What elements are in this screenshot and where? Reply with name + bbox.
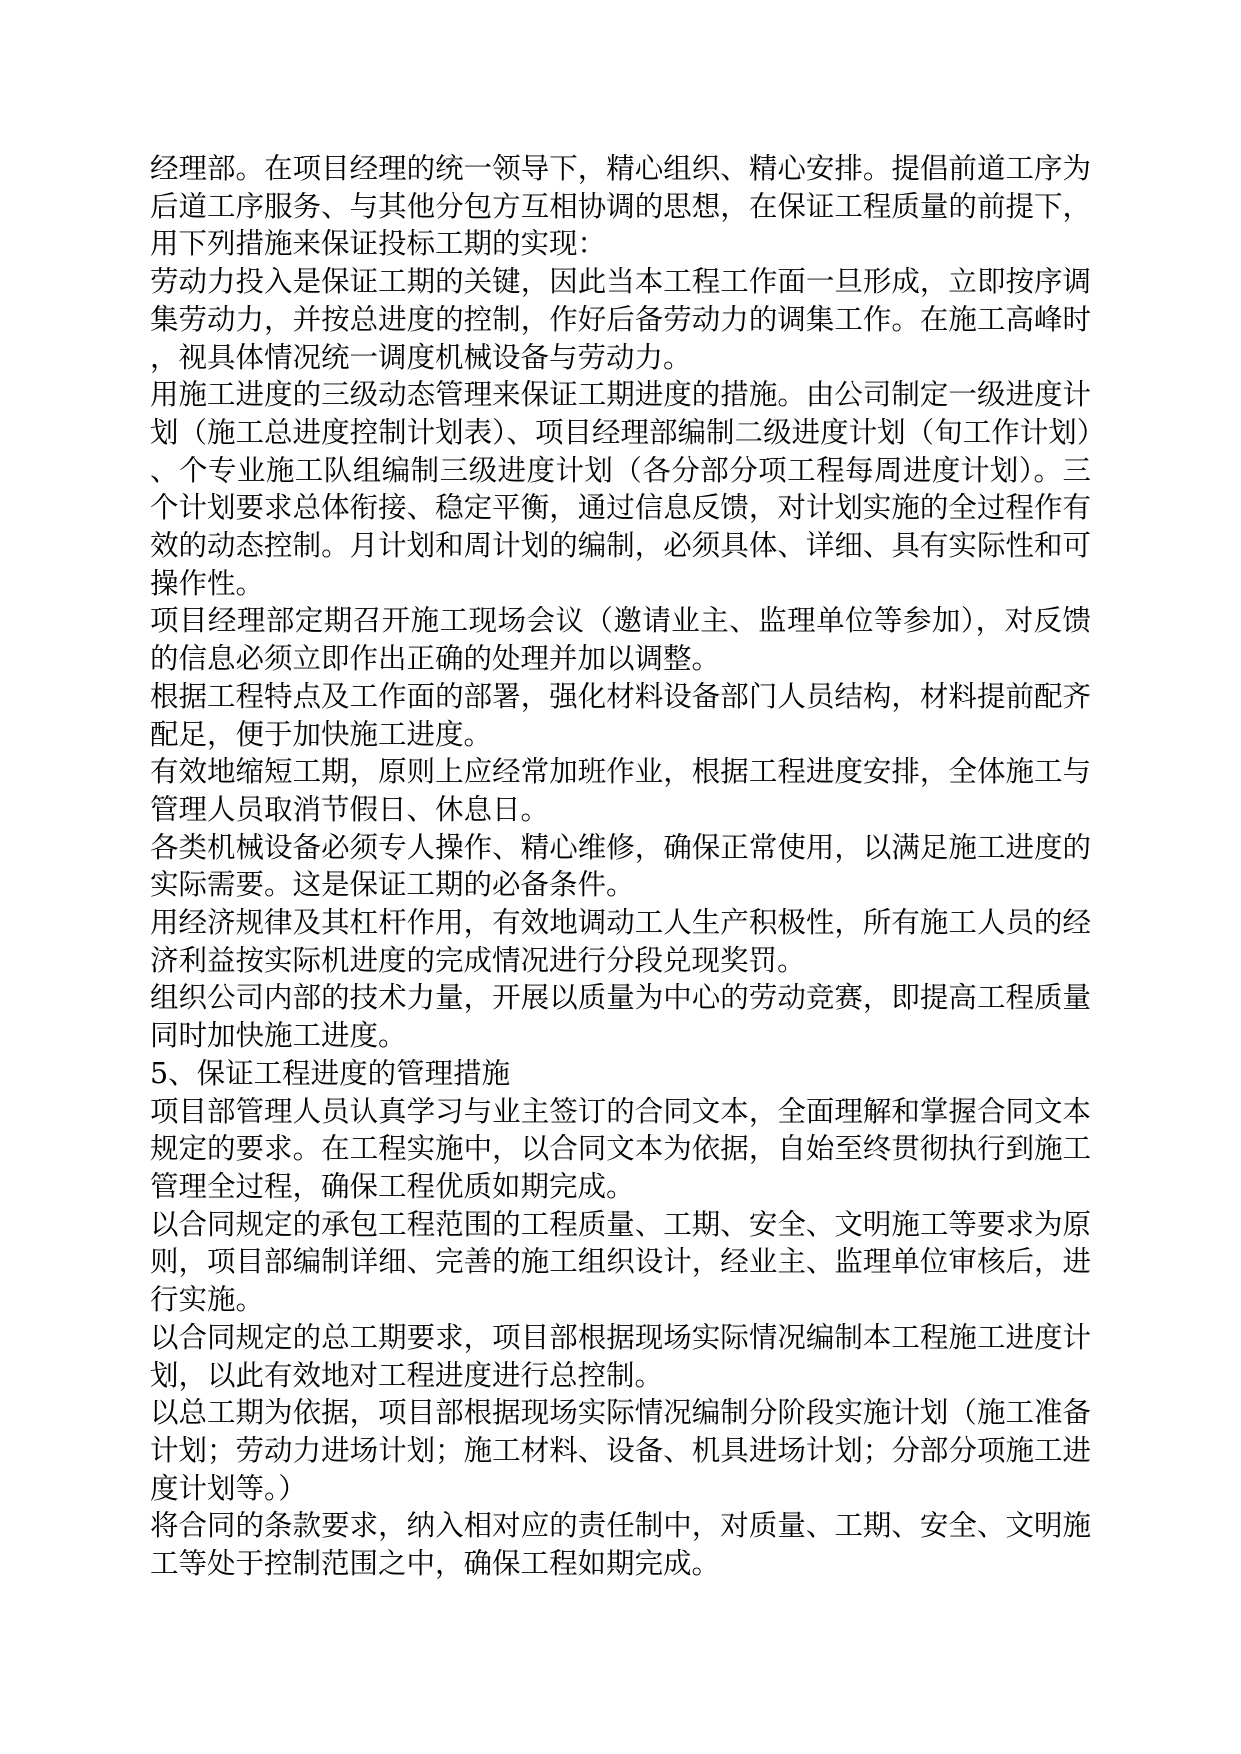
paragraph-economic-incentive: 用经济规律及其杠杆作用，有效地调动工人生产积极性，所有施工人员的经济利益按实际机进度的完成情况进行分段兑现奖罚。 (150, 906, 1091, 977)
paragraph-three-level-schedule: 用施工进度的三级动态管理来保证工期进度的措施。由公司制定一级进度计划（施工总进度控制计划表）、项目经理部编制二级进度计划（旬工作计划）、个专业施工队组编制三级进度计划（各分部分项工程每周进度计划）。三个计划要求总体衔接、稳定平衡，通过信息反馈，对计划实施的全过程作有效的动态控制。月计划和周计划的编制，必须具体、详细、具有实际性和可操作性。 (150, 378, 1091, 600)
paragraph-overtime: 有效地缩短工期，原则上应经常加班作业，根据工程进度安排，全体施工与管理人员取消节假日、休息日。 (150, 755, 1091, 826)
paragraph-equipment-maintenance: 各类机械设备必须专人操作、精心维修，确保正常使用，以满足施工进度的实际需要。这是保证工期的必备条件。 (150, 830, 1091, 902)
paragraph-site-meeting: 项目经理部定期召开施工现场会议（邀请业主、监理单位等参加），对反馈的信息必须立即作出正确的处理并加以调整。 (150, 604, 1091, 676)
paragraph-responsibility-system: 将合同的条款要求，纳入相对应的责任制中，对质量、工期、安全、文明施工等处于控制范围之中，确保工程如期完成。 (150, 1509, 1091, 1581)
paragraph-overall-schedule: 以合同规定的总工期要求，项目部根据现场实际情况编制本工程施工进度计划，以此有效地对工程进度进行总控制。 (150, 1320, 1091, 1392)
paragraph-phase-plans: 以总工期为依据，项目部根据现场实际情况编制分阶段实施计划（施工准备计划；劳动力进场计划；施工材料、设备、机具进场计划；分部分项施工进度计划等。） (150, 1396, 1091, 1505)
document-page (150, 150, 1091, 1583)
paragraph-labor-competition: 组织公司内部的技术力量，开展以质量为中心的劳动竞赛，即提高工程质量同时加快施工进度。 (150, 981, 1091, 1053)
paragraph-material-supply: 根据工程特点及工作面的部署，强化材料设备部门人员结构，材料提前配齐配足，便于加快施工进度。 (150, 679, 1091, 751)
paragraph-labor-input: 劳动力投入是保证工期的关键，因此当本工程工作面一旦形成，立即按序调集劳动力，并按总进度的控制，作好后备劳动力的调集工作。在施工高峰时，视具体情况统一调度机械设备与劳动力。 (150, 265, 1091, 374)
paragraph-contract-study: 项目部管理人员认真学习与业主签订的合同文本，全面理解和掌握合同文本规定的要求。在工程实施中，以合同文本为依据，自始至终贯彻执行到施工管理全过程，确保工程优质如期完成。 (150, 1094, 1091, 1203)
paragraph-construction-design: 以合同规定的承包工程范围的工程质量、工期、安全、文明施工等要求为原则，项目部编制详细、完善的施工组织设计，经业主、监理单位审核后，进行实施。 (150, 1207, 1091, 1317)
paragraph-project-management: 经理部。在项目经理的统一领导下，精心组织、精心安排。提倡前道工序为后道工序服务、与其他分包方互相协调的思想，在保证工程质量的前提下，用下列措施来保证投标工期的实现： (150, 152, 1091, 261)
section-heading: 5、保证工程进度的管理措施 (150, 1056, 511, 1090)
